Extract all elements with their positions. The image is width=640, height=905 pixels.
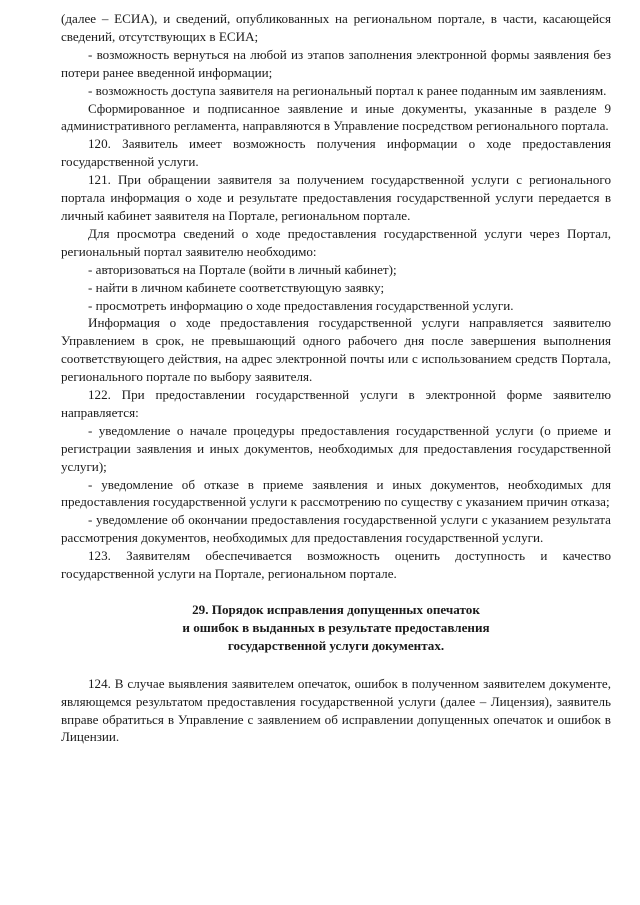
section-heading-line: и ошибок в выданных в результате предоставления — [182, 619, 490, 635]
numbered-clause: 123. Заявителям обеспечивается возможность оценить доступность и качество государственной услуги на Портале, региональном портале. — [61, 548, 611, 582]
paragraph: (далее – ЕСИА), и сведений, опубликованных на региональном портале, в части, касающейся сведений, отсутствующих в ЕСИА; — [61, 11, 611, 44]
spacer — [61, 583, 611, 601]
paragraph: Сформированное и подписанное заявление и иные документы, указанные в разделе 9 административного регламента, направляются в Управление посредством регионального портала. — [61, 100, 611, 134]
numbered-clause: 124. В случае выявления заявителем опечаток, ошибок в полученном заявителем документе, являющемся результатом предоставления государственной услуги (далее – Лицензия), заявитель вправе обратиться в Управление с заявлением об исправлении допущенных опечаток и ошибок в Лицензии. — [61, 675, 611, 745]
list-item: - авторизоваться на Портале (войти в личный кабинет); — [88, 261, 397, 277]
section-heading — [61, 601, 611, 655]
list-item: - возможность доступа заявителя на региональный портал к ранее поданным им заявлениям. — [88, 82, 607, 98]
numbered-clause: 120. Заявитель имеет возможность получения информации о ходе предоставления государственной услуги. — [61, 136, 611, 170]
paragraph: Информация о ходе предоставления государственной услуги направляется заявителю Управлением в срок, не превышающий одного рабочего дня после завершения выполнения соответствующего действия, на адрес электронной почты или с использованием средств Портала, регионального портале по выбору заявителя. — [61, 315, 611, 385]
section-heading-line: государственной услуги документах. — [227, 637, 445, 653]
section-heading-line: 29. Порядок исправления допущенных опечаток — [192, 602, 480, 617]
spacer — [61, 655, 611, 675]
list-item: - найти в личном кабинете соответствующую заявку; — [88, 279, 385, 295]
paragraphs-bottom — [61, 675, 611, 747]
numbered-clause: 122. При предоставлении государственной услуги в электронной форме заявителю направляется: — [61, 387, 611, 420]
list-item: - уведомление об отказе в приеме заявления и иных документов, необходимых для предоставления государственной услуги к рассмотрению по существу с указанием причин отказа; — [61, 476, 611, 510]
list-item: - уведомление о начале процедуры предоставления государственной услуги (о приеме и регистрации заявления и иных документов, необходимых для предоставления государственной услуги); — [61, 422, 611, 474]
list-item: - возможность вернуться на любой из этапов заполнения электронной формы заявления без потери ранее введенной информации; — [61, 46, 611, 80]
document-page — [61, 10, 611, 746]
paragraphs-top — [61, 10, 611, 583]
list-item: - просмотреть информацию о ходе предоставления государственной услуги. — [88, 297, 514, 313]
list-item: - уведомление об окончании предоставления государственной услуги с указанием результата рассмотрения документов, необходимых для предоставления государственной услуги. — [61, 512, 611, 546]
paragraph: Для просмотра сведений о ходе предоставления государственной услуги через Портал, региональный портал заявителю необходимо: — [61, 225, 611, 259]
numbered-clause: 121. При обращении заявителя за получением государственной услуги с регионального портала информация о ходе и результате предоставления государственной услуги передается в личный кабинет заявителя на Портале, региональном портале. — [61, 172, 611, 223]
